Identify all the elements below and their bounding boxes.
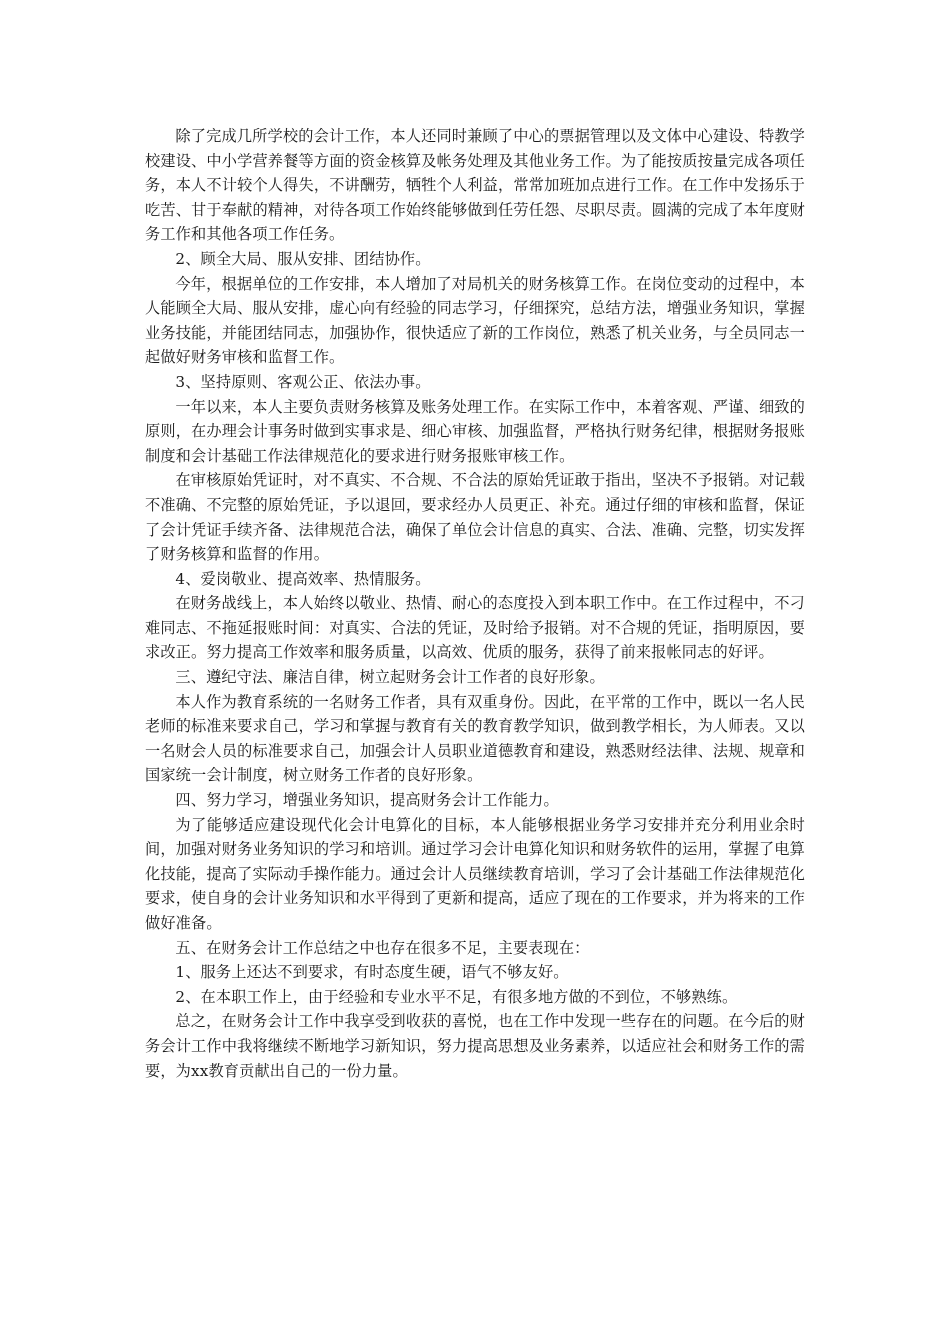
paragraph: 在财务战线上，本人始终以敬业、热情、耐心的态度投入到本职工作中。在工作过程中，不刁难同志、不拖延报账时间：对真实、合法的凭证，及时给予报销。对不合规的凭证，指明原因，要求改正。努力提高工作效率和服务质量，以高效、优质的服务，获得了前来报帐同志的好评。 bbox=[145, 594, 805, 662]
section-heading: 三、遵纪守法、廉洁自律，树立起财务会计工作者的良好形象。 bbox=[175, 668, 605, 687]
section-heading: 五、在财务会计工作总结之中也存在很多不足，主要表现在： bbox=[175, 938, 590, 957]
section-heading: 2、顾全大局、服从安排、团结协作。 bbox=[175, 249, 431, 268]
document-body bbox=[145, 124, 805, 1083]
paragraph: 总之，在财务会计工作中我享受到收获的喜悦，也在工作中发现一些存在的问题。在今后的财务会计工作中我将继续不断地学习新知识，努力提高思想及业务素养，以适应社会和财务工作的需要，为xx教育贡献出自己的一份力量。 bbox=[145, 1012, 805, 1080]
paragraph: 今年，根据单位的工作安排，本人增加了对局机关的财务核算工作。在岗位变动的过程中，本人能顾全大局、服从安排，虚心向有经验的同志学习，仔细探究，总结方法，增强业务知识，掌握业务技能，并能团结同志，加强协作，很快适应了新的工作岗位，熟悉了机关业务，与全员同志一起做好财务审核和监督工作。 bbox=[145, 274, 805, 367]
section-heading: 3、坚持原则、客观公正、依法办事。 bbox=[175, 372, 431, 391]
paragraph: 一年以来，本人主要负责财务核算及账务处理工作。在实际工作中，本着客观、严谨、细致的原则，在办理会计事务时做到实事求是、细心审核、加强监督，严格执行财务纪律，根据财务报账制度和会计基础工作法律规范化的要求进行财务报账审核工作。 bbox=[145, 397, 805, 465]
list-item: 2、在本职工作上，由于经验和专业水平不足，有很多地方做的不到位，不够熟练。 bbox=[175, 987, 738, 1006]
section-heading: 四、努力学习，增强业务知识，提高财务会计工作能力。 bbox=[175, 791, 559, 810]
section-heading: 4、爱岗敬业、提高效率、热情服务。 bbox=[175, 569, 431, 588]
paragraph: 本人作为教育系统的一名财务工作者，具有双重身份。因此，在平常的工作中，既以一名人民老师的标准来要求自己，学习和掌握与教育有关的教育教学知识，做到教学相长，为人师表。又以一名财会人员的标准要求自己，加强会计人员职业道德教育和建设，熟悉财经法律、法规、规章和国家统一会计制度，树立财务工作者的良好形象。 bbox=[145, 692, 805, 785]
paragraph: 除了完成几所学校的会计工作，本人还同时兼顾了中心的票据管理以及文体中心建设、特教学校建设、中小学营养餐等方面的资金核算及帐务处理及其他业务工作。为了能按质按量完成各项任务，本人不计较个人得失，不讲酬劳，牺牲个人利益，常常加班加点进行工作。在工作中发扬乐于吃苦、甘于奉献的精神，对待各项工作始终能够做到任劳任怨、尽职尽责。圆满的完成了本年度财务工作和其他各项工作任务。 bbox=[145, 127, 805, 244]
paragraph: 为了能够适应建设现代化会计电算化的目标，本人能够根据业务学习安排并充分利用业余时间，加强对财务业务知识的学习和培训。通过学习会计电算化知识和财务软件的运用，掌握了电算化技能，提高了实际动手操作能力。通过会计人员继续教育培训，学习了会计基础工作法律规范化要求，使自身的会计业务知识和水平得到了更新和提高，适应了现在的工作要求，并为将来的工作做好准备。 bbox=[145, 815, 805, 932]
list-item: 1、服务上还达不到要求，有时态度生硬，语气不够友好。 bbox=[175, 963, 569, 982]
paragraph: 在审核原始凭证时，对不真实、不合规、不合法的原始凭证敢于指出，坚决不予报销。对记载不准确、不完整的原始凭证，予以退回，要求经办人员更正、补充。通过仔细的审核和监督，保证了会计凭证手续齐备、法律规范合法，确保了单位会计信息的真实、合法、准确、完整，切实发挥了财务核算和监督的作用。 bbox=[145, 471, 805, 564]
